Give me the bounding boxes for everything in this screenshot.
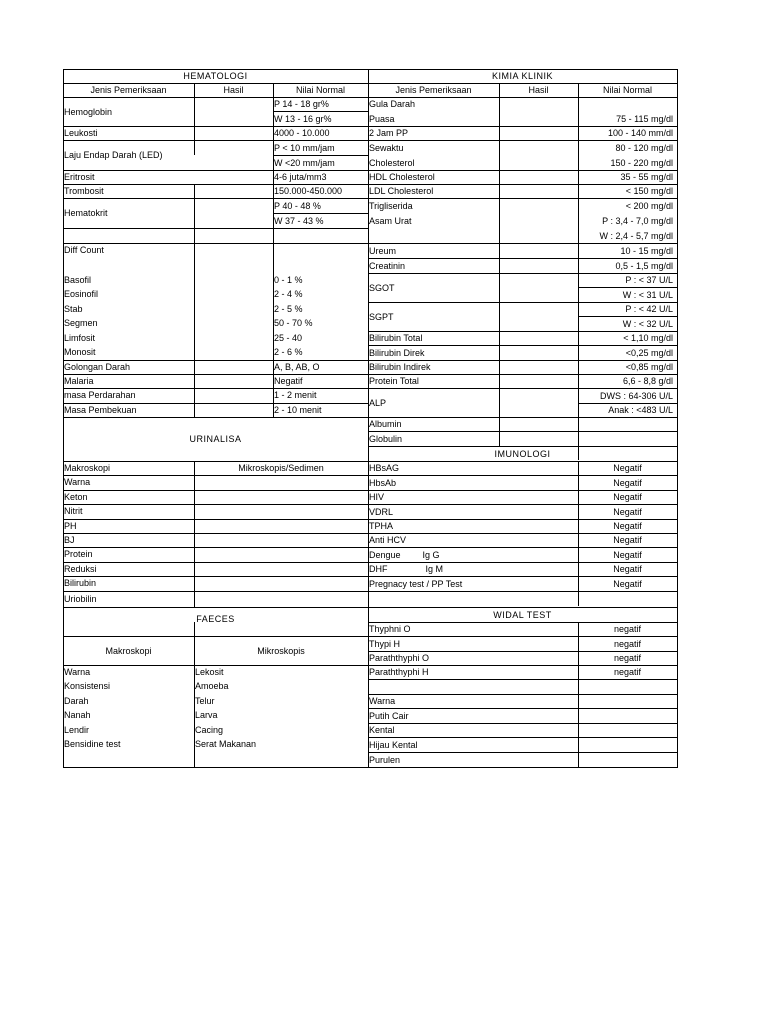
hematologi-title: HEMATOLOGI	[183, 71, 248, 81]
golongan-darah-normal: A, B, AB, O	[274, 362, 320, 372]
faeces-makro-header: Makroskopi	[105, 645, 152, 656]
dengue-label	[368, 547, 500, 562]
sgpt-normal-p: P : < 42 U/L	[625, 304, 673, 314]
widal-ph-label: Paraththyphi H	[369, 667, 429, 677]
bilirubin-total-label: Bilirubin Total	[369, 333, 423, 343]
albumin-label: Albumin	[369, 419, 402, 429]
dengue-normal: Negatif	[613, 549, 642, 560]
creatinin-label: Creatinin	[369, 260, 406, 271]
hiv-label: HIV	[369, 492, 385, 502]
urin-ph-label: PH	[64, 521, 77, 531]
lab-form-table	[63, 69, 678, 767]
widal-title: WIDAL TEST	[493, 609, 552, 620]
bilirubin-indirek-label: Bilirubin Indirek	[369, 362, 431, 372]
trigliserida-normal: < 200 mg/dl	[625, 200, 673, 211]
ureum-label: Ureum	[369, 245, 397, 256]
led-normal-p: P < 10 mm/jam	[274, 142, 335, 153]
cholesterol-label: Cholesterol	[369, 157, 415, 168]
vdrl-normal: Negatif	[613, 506, 642, 517]
urinalisa-title: URINALISA	[189, 434, 242, 444]
hema-col-hasil: Hasil	[223, 85, 244, 95]
sgot-label: SGOT	[369, 282, 395, 293]
cholesterol-normal: 150 - 220 mg/dl	[610, 157, 673, 168]
urin-urobilin-label: Uriobilin	[64, 594, 97, 604]
widal-po-label: Paraththyphi O	[369, 653, 430, 663]
urin-bj-label: BJ	[64, 535, 75, 545]
stab-normal: 2 - 5 %	[274, 304, 303, 314]
hbsag-label: HBsAG	[369, 463, 400, 473]
anti-hcv-normal: Negatif	[613, 535, 642, 545]
hema-col-jenis: Jenis Pemeriksaan	[90, 85, 167, 95]
dhf-igm-text: Ig M	[425, 564, 444, 574]
hbsab-label: HbsAb	[369, 477, 397, 488]
ureum-normal: 10 - 15 mg/dl	[620, 245, 673, 256]
widal-o-label: Thyphni O	[369, 624, 411, 634]
urin-makro-header: Makroskopi	[64, 463, 111, 473]
grid-line	[63, 228, 369, 229]
urin-keton-label: Keton	[64, 492, 88, 502]
widal-ph-normal: negatif	[613, 667, 642, 677]
protein-total-normal: 6,6 - 8,8 g/dl	[622, 376, 673, 386]
sgpt-label: SGPT	[369, 311, 394, 322]
kimia-klinik-title: KIMIA KLINIK	[491, 71, 554, 81]
bilirubin-indirek-normal: <0,85 mg/dl	[625, 362, 673, 372]
dengue-igg-text: Ig G	[422, 549, 440, 560]
urin-reduksi-label: Reduksi	[64, 564, 97, 574]
eritrosit-label: Eritrosit	[64, 172, 95, 182]
alp-normal-anak: Anak : <483 U/L	[608, 405, 673, 415]
hema-col-normal: Nilai Normal	[295, 85, 345, 95]
dhf-normal: Negatif	[613, 564, 642, 574]
hemoglobin-label: Hemoglobin	[64, 106, 113, 117]
faeces-nanah-label: Nanah	[64, 710, 91, 720]
stab-label: Stab	[64, 304, 83, 314]
urin-protein-label: Protein	[64, 549, 93, 559]
asam-urat-label: Asam Urat	[369, 215, 412, 226]
dhf-text: DHF	[369, 564, 388, 574]
faeces-larva-label: Larva	[195, 710, 218, 720]
hbsag-normal: Negatif	[613, 463, 642, 473]
hdl-normal: 35 - 55 mg/dl	[620, 172, 673, 182]
hemoglobin-normal-p: P 14 - 18 gr%	[274, 99, 329, 109]
faeces-title: FAECES	[196, 614, 235, 624]
limfosit-normal: 25 - 40	[274, 333, 303, 343]
basofil-normal: 0 - 1 %	[274, 275, 303, 285]
alp-normal-dws: DWS : 64-306 U/L	[599, 390, 673, 401]
trigliserida-label: Trigliserida	[369, 200, 413, 211]
widal-po-normal: negatif	[613, 653, 642, 663]
creatinin-normal: 0,5 - 1,5 mg/dl	[615, 260, 673, 271]
widal-h-normal: negatif	[613, 638, 642, 649]
urin-nitrit-label: Nitrit	[64, 506, 83, 516]
hematokrit-label: Hematokrit	[64, 208, 108, 218]
hematokrit-normal-w: W 37 - 43 %	[274, 215, 324, 226]
pp-normal: 100 - 140 mm/dl	[607, 128, 673, 138]
faeces-bensidine-label: Bensidine test	[64, 739, 121, 749]
monosit-label: Monosit	[64, 347, 96, 357]
kimia-col-normal: Nilai Normal	[602, 85, 652, 95]
faeces-warna-label: Warna	[64, 667, 91, 677]
dhf-label	[368, 562, 500, 576]
eosinofil-label: Eosinofil	[64, 289, 99, 299]
anti-hcv-label: Anti HCV	[369, 535, 407, 545]
ldl-label: LDL Cholesterol	[369, 186, 434, 196]
ldl-normal: < 150 mg/dl	[625, 186, 673, 196]
asam-urat-normal-p: P : 3,4 - 7,0 mg/dl	[602, 215, 673, 226]
imunologi-title: IMUNOLOGI	[494, 448, 551, 459]
kimia-col-jenis: Jenis Pemeriksaan	[395, 85, 472, 95]
sgpt-normal-w: W : < 32 U/L	[622, 318, 673, 329]
bilirubin-total-normal: < 1,10 mg/dl	[623, 333, 673, 343]
segmen-label: Segmen	[64, 318, 98, 328]
faeces-amoeba-label: Amoeba	[195, 681, 229, 691]
protein-total-label: Protein Total	[369, 376, 419, 386]
kental-label: Kental	[369, 725, 395, 735]
hematokrit-normal-p: P 40 - 48 %	[274, 200, 321, 211]
hdl-label: HDL Cholesterol	[369, 172, 435, 182]
leukosit-normal: 4000 - 10.000	[274, 128, 330, 138]
malaria-label: Malaria	[64, 376, 94, 386]
eosinofil-normal: 2 - 4 %	[274, 289, 303, 299]
masa-perdarahan-normal: 1 - 2 menit	[274, 390, 317, 400]
segmen-normal: 50 - 70 %	[274, 318, 313, 328]
urin-warna-label: Warna	[64, 477, 91, 487]
urin-bilirubin-label: Bilirubin	[64, 578, 97, 588]
vdrl-label: VDRL	[369, 506, 394, 517]
grid-line	[677, 69, 678, 767]
hiv-normal: Negatif	[613, 492, 642, 502]
gula-darah-label: Gula Darah	[369, 99, 416, 109]
masa-pembekuan-normal: 2 - 10 menit	[274, 405, 322, 415]
eritrosit-normal: 4-6 juta/mm3	[274, 172, 327, 182]
pregnancy-label: Pregnacy test / PP Test	[369, 578, 463, 589]
faeces-darah-label: Darah	[64, 696, 89, 706]
widal-o-normal: negatif	[613, 624, 642, 634]
led-normal-w: W <20 mm/jam	[274, 157, 335, 168]
diff-count-label: Diff Count	[64, 245, 104, 255]
warna-label: Warna	[369, 696, 396, 706]
faeces-telur-label: Telur	[195, 696, 215, 706]
putih-cair-label: Putih Cair	[369, 710, 409, 721]
faeces-konsistensi-label: Konsistensi	[64, 681, 111, 691]
puasa-label: Puasa	[369, 113, 395, 124]
monosit-normal: 2 - 6 %	[274, 347, 303, 357]
faeces-mikro-header: Mikroskopis	[257, 645, 305, 656]
dengue-text: Dengue	[369, 549, 401, 560]
malaria-normal: Negatif	[274, 376, 303, 386]
limfosit-label: Limfosit	[64, 333, 96, 343]
grid-line	[63, 767, 678, 768]
trombosit-label: Trombosit	[64, 186, 104, 196]
hbsab-normal: Negatif	[613, 477, 642, 488]
pp-label: 2 Jam PP	[369, 128, 409, 138]
sewaktu-normal: 80 - 120 mg/dl	[615, 142, 673, 153]
kimia-col-hasil: Hasil	[528, 85, 549, 95]
masa-pembekuan-label: Masa Pembekuan	[64, 405, 137, 415]
faeces-cacing-label: Cacing	[195, 725, 224, 735]
golongan-darah-label: Golongan Darah	[64, 362, 131, 372]
bilirubin-direk-normal: <0,25 mg/dl	[625, 347, 673, 358]
faeces-lendir-label: Lendir	[64, 725, 90, 735]
grid-line	[368, 679, 678, 680]
sgot-normal-p: P : < 37 U/L	[625, 275, 673, 285]
bilirubin-direk-label: Bilirubin Direk	[369, 347, 425, 358]
led-label: Laju Endap Darah (LED)	[64, 150, 163, 160]
tpha-normal: Negatif	[613, 521, 642, 531]
sgot-normal-w: W : < 31 U/L	[622, 289, 673, 300]
asam-urat-normal-w: W : 2,4 - 5,7 mg/dl	[599, 230, 673, 241]
sewaktu-label: Sewaktu	[369, 142, 404, 153]
hemoglobin-normal-w: W 13 - 16 gr%	[274, 113, 332, 124]
masa-perdarahan-label: masa Perdarahan	[64, 390, 136, 400]
hijau-kental-label: Hijau Kental	[369, 739, 418, 750]
basofil-label: Basofil	[64, 275, 92, 285]
globulin-label: Globulin	[369, 433, 403, 444]
tpha-label: TPHA	[369, 521, 394, 531]
pregnancy-normal: Negatif	[613, 578, 642, 589]
faeces-serat-label: Serat Makanan	[195, 739, 257, 749]
puasa-normal: 75 - 115 mg/dl	[616, 113, 673, 124]
purulen-label: Purulen	[369, 754, 401, 765]
widal-h-label: Thypi H	[369, 638, 401, 649]
leukosit-label: Leukosti	[64, 128, 98, 138]
faeces-lekosit-label: Lekosit	[195, 667, 224, 677]
trombosit-normal: 150.000-450.000	[274, 186, 343, 196]
urin-mikro-header: Mikroskopis/Sedimen	[238, 463, 324, 473]
alp-label: ALP	[369, 397, 387, 408]
